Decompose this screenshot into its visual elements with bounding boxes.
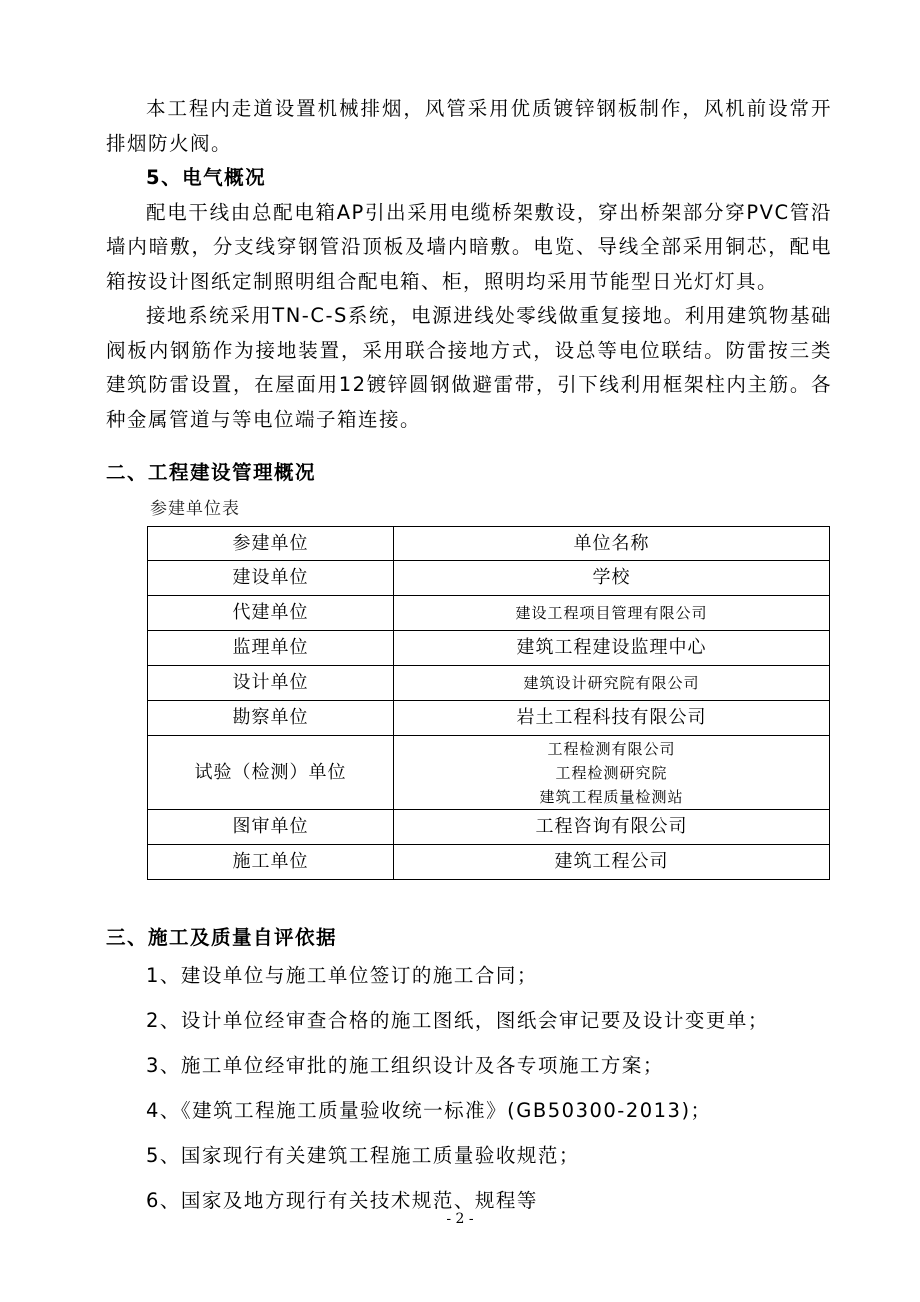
power-distribution-paragraph: 配电干线由总配电箱AP引出采用电缆桥架敷设，穿出桥架部分穿PVC管沿墙内暗敷，分支线穿钢管沿顶板及墙内暗敷。电览、导线全部采用铜芯，配电箱按设计图纸定制照明组合配电箱、柜，照明均采用节能型日光灯灯具。 <box>106 200 832 293</box>
testing-unit-1: 工程检测有限公司 <box>547 739 676 758</box>
grounding-paragraph: 接地系统采用TN-C-S系统，电源进线处零线做重复接地。利用建筑物基础阀板内钢筋作为接地装置，采用联合接地方式，设总等电位联结。防雷按三类建筑防雷设置，在屋面用12镀锌圆钢做避雷带，引下线利用框架柱内主筋。各种金属管道与等电位端子箱连接。 <box>106 304 832 431</box>
ventilation-paragraph: 本工程内走道设置机械排烟，风管采用优质镀锌钢板制作，风机前设常开排烟防火阀。 <box>106 97 832 155</box>
table-row <box>148 845 830 880</box>
table-row <box>148 631 830 666</box>
role-cell: 建设单位 <box>148 561 394 596</box>
table-header-row <box>148 527 830 561</box>
role-cell: 监理单位 <box>148 631 394 666</box>
name-cell: 建筑工程公司 <box>394 845 830 880</box>
role-cell: 试验（检测）单位 <box>148 736 394 810</box>
list-item: 6、国家及地方现行有关技术规范、规程等 <box>146 1189 538 1212</box>
role-cell: 施工单位 <box>148 845 394 880</box>
basis-list <box>146 962 836 1232</box>
table-row <box>148 736 830 810</box>
header-role: 参建单位 <box>148 527 394 561</box>
testing-unit-3: 建筑工程质量检测站 <box>539 787 684 806</box>
list-item: 2、设计单位经审查合格的施工图纸，图纸会审记要及设计变更单； <box>146 1009 769 1032</box>
table-caption: 参建单位表 <box>150 499 240 519</box>
table-row <box>148 701 830 736</box>
list-item: 5、国家现行有关建筑工程施工质量验收规范； <box>146 1144 580 1167</box>
participating-units-table <box>147 526 830 880</box>
role-cell: 设计单位 <box>148 666 394 701</box>
section2-title: 二、工程建设管理概况 <box>106 461 317 484</box>
role-cell: 图审单位 <box>148 810 394 845</box>
header-name: 单位名称 <box>394 527 830 561</box>
role-cell: 代建单位 <box>148 596 394 631</box>
name-cell: 建筑设计研究院有限公司 <box>394 666 830 701</box>
table-row <box>148 666 830 701</box>
name-cell: 岩土工程科技有限公司 <box>394 701 830 736</box>
name-cell: 学校 <box>394 561 830 596</box>
intro-section <box>106 92 832 437</box>
name-cell: 工程咨询有限公司 <box>394 810 830 845</box>
table-row <box>148 596 830 631</box>
electrical-heading: 5、电气概况 <box>146 166 267 189</box>
table-row <box>148 561 830 596</box>
section3-title: 三、施工及质量自评依据 <box>106 926 338 949</box>
table-row <box>148 810 830 845</box>
list-item: 1、建设单位与施工单位签订的施工合同； <box>146 964 538 987</box>
page-number: - 2 - <box>446 1211 474 1227</box>
name-cell-multi <box>394 736 830 810</box>
testing-unit-2: 工程检测研究院 <box>555 763 668 782</box>
name-cell: 建筑工程建设监理中心 <box>394 631 830 666</box>
list-item: 3、施工单位经审批的施工组织设计及各专项施工方案； <box>146 1054 664 1077</box>
role-cell: 勘察单位 <box>148 701 394 736</box>
name-cell: 建设工程项目管理有限公司 <box>394 596 830 631</box>
list-item: 4、《建筑工程施工质量验收统一标准》(GB50300-2013)； <box>146 1099 712 1122</box>
